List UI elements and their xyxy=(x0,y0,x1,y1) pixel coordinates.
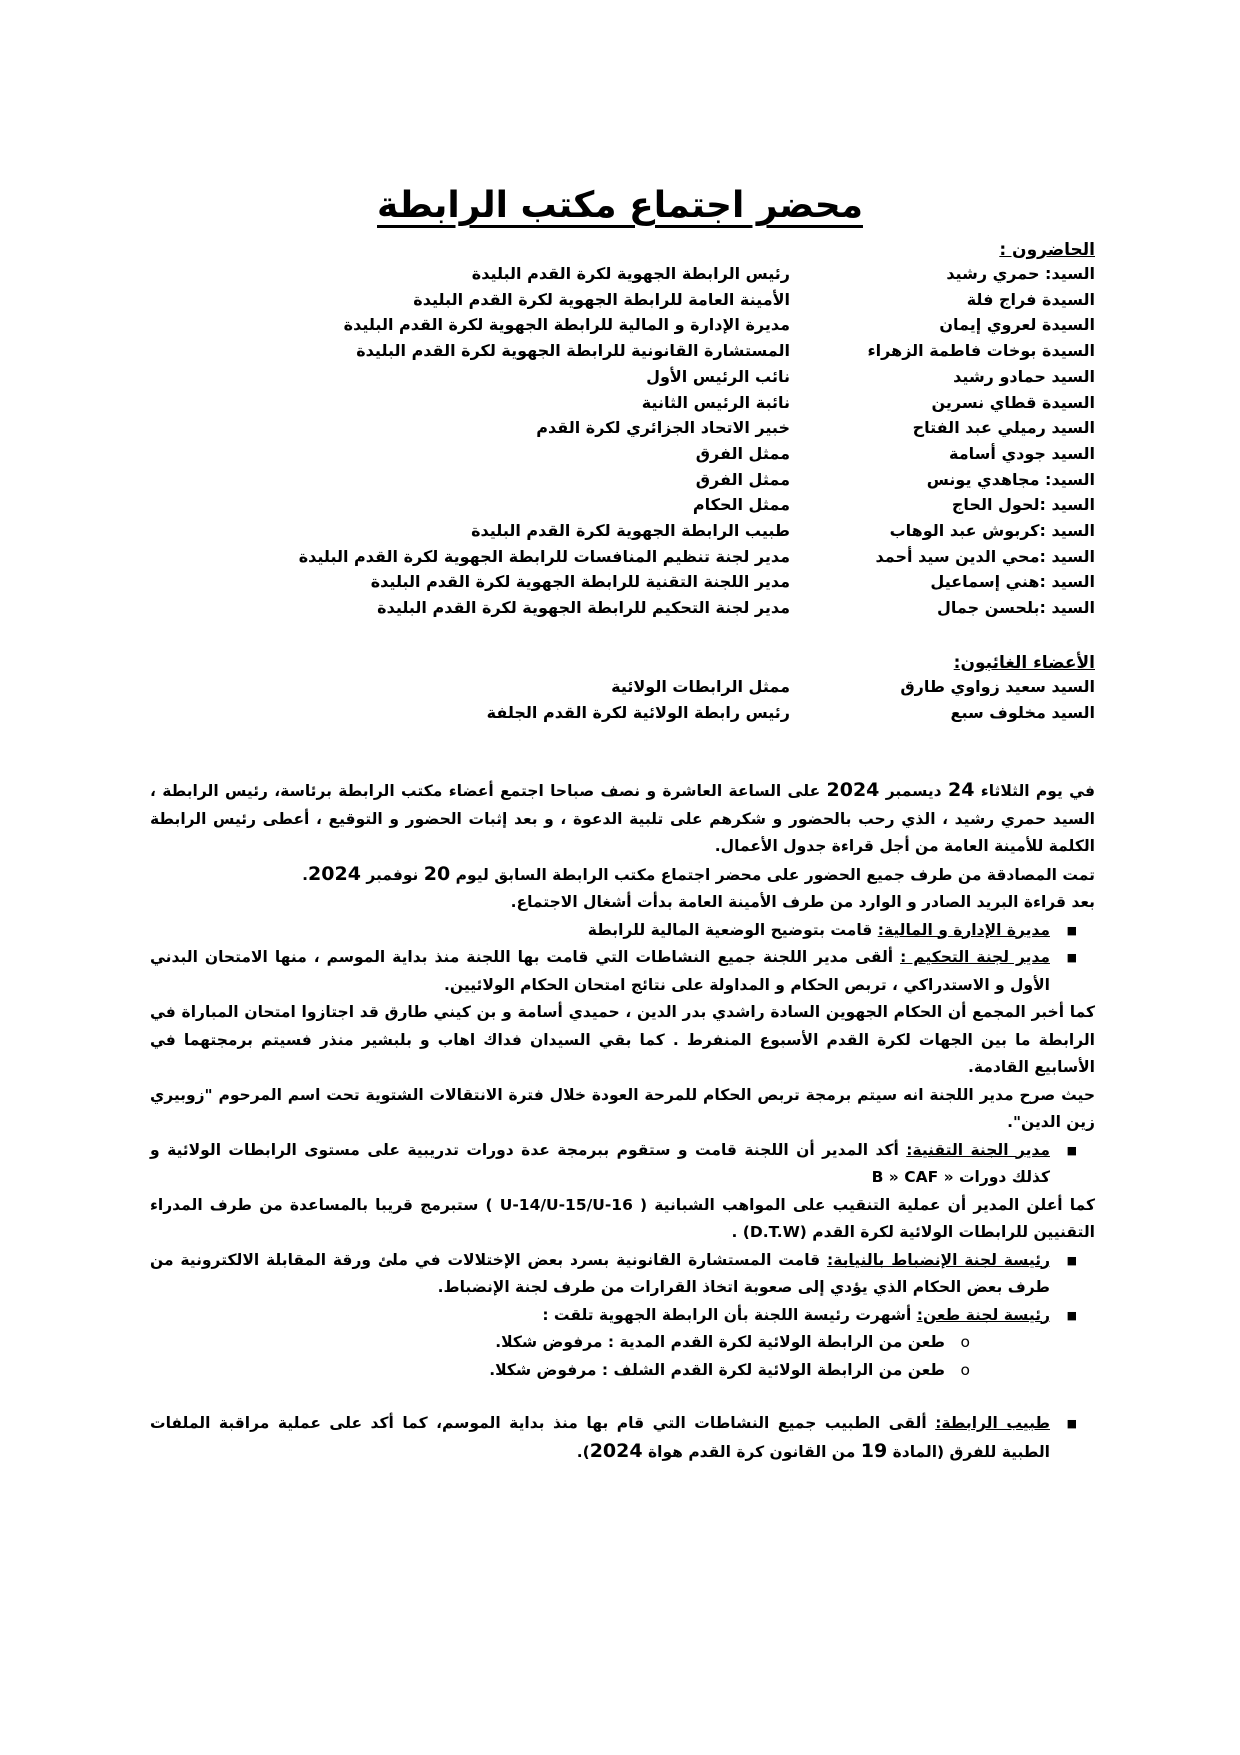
attendee-role: المستشارة القانونية للرابطة الجهوية لكرة القدم البليدة xyxy=(356,341,790,361)
attendee-role: مديرة الإدارة و المالية للرابطة الجهوية لكرة القدم البليدة xyxy=(343,315,790,335)
discipline-item: ■ رئيسة لجنة الإنضباط بالنيابة: قامت المستشارة القانونية بسرد بعض الإختلالات في ملئ ورقة المقابلة الالكترونية من طرف بعض الحكام الذي يؤدي إلى صعوبة اتخاذ القرارات من طرف لجنة الإنضباط. xyxy=(150,1247,1095,1302)
appeal-subitem: o طعن من الرابطة الولائية لكرة القدم الشلف : مرفوض شكلا. xyxy=(150,1357,1095,1385)
attendee-row xyxy=(135,393,1095,421)
attendee-name: السيد :لحول الحاج xyxy=(951,495,1095,515)
attendee-row xyxy=(135,367,1095,395)
attendee-row xyxy=(135,521,1095,549)
bullet-icon: ■ xyxy=(1066,1417,1077,1430)
absentee-role: ممثل الرابطات الولائية xyxy=(611,677,790,696)
attendee-row xyxy=(135,444,1095,472)
attendee-name: السيد :كربوش عبد الوهاب xyxy=(889,521,1095,540)
attendee-name: السيد جودي أسامة xyxy=(949,443,1095,463)
attendee-name: السيد :هني إسماعيل xyxy=(930,572,1095,592)
attendee-role: نائبة الرئيس الثانية xyxy=(641,392,790,412)
approval-paragraph: تمت المصادقة من طرف جميع الحضور على محضر اجتماع مكتب الرابطة السابق ليوم 20 نوفمبر 2024. xyxy=(302,862,1095,885)
bullet-icon: ■ xyxy=(1066,951,1077,964)
bullet-icon: ■ xyxy=(1066,1143,1077,1157)
absentee-name: السيد سعيد زواوي طارق xyxy=(900,677,1095,696)
attendee-name: السيدة قطاي نسرين xyxy=(931,392,1095,412)
page-title: محضر اجتماع مكتب الرابطة xyxy=(377,185,863,226)
attendee-role: مدير اللجنة التقنية للرابطة الجهوية لكرة القدم البليدة xyxy=(370,572,790,592)
referee-news-paragraph: كما أخبر المجمع أن الحكام الجهوين السادة راشدي بدر الدين ، حميدي أسامة و بن كيني طارق قد اجتازوا امتحان المباراة في الرابطة ما بين الجهات لكرة القدم الأسبوع المنفرط . كما بقي السيدان فداك اهاب و بلبشير منذر فسيتم برمجتهما في الأسابيع القادمة. xyxy=(150,1003,1095,1076)
minutes-body xyxy=(150,777,1095,1466)
attendee-role: مدير لجنة تنظيم المنافسات للرابطة الجهوية لكرة القدم البليدة xyxy=(298,546,790,566)
attendee-name: السيد :محي الدين سيد أحمد xyxy=(875,546,1095,566)
bullet-icon: ■ xyxy=(1066,1253,1077,1267)
doctor-item: ■ طبيب الرابطة: ألقى الطبيب جميع النشاطات التي قام بها منذ بداية الموسم، كما أكد على عملية مراقبة الملفات الطبية للفرق (المادة 19 من القانون كرة القدم هواة 2024). xyxy=(150,1410,1095,1466)
attendee-name: السيدة فراج فلة xyxy=(966,289,1095,309)
attendee-role: الأمينة العامة للرابطة الجهوية لكرة القدم البليدة xyxy=(413,289,790,309)
attendee-row xyxy=(135,264,1095,292)
technical-item: ■ مدير الجنة التقنية: أكد المدير أن اللجنة قامت و ستقوم ببرمجة عدة دورات تدريبية على مستوى الرابطات الولائية و كذلك دورات « B » CAF xyxy=(150,1137,1095,1192)
appeal-item: ■ رئيسة لجنة طعن: أشهرت رئيسة اللجنة بأن الرابطة الجهوية تلقت : xyxy=(150,1302,1095,1330)
attendee-row xyxy=(135,572,1095,600)
circle-bullet-icon: o xyxy=(960,1333,970,1351)
attendee-role: نائب الرئيس الأول xyxy=(646,366,790,386)
attendee-name: السيد حمادو رشيد xyxy=(953,366,1095,386)
absentee-name: السيد مخلوف سبع xyxy=(950,702,1095,722)
attendee-row xyxy=(135,290,1095,318)
attendee-name: السيدة لعروي إيمان xyxy=(939,315,1095,335)
attendee-row xyxy=(135,341,1095,369)
attendee-role: ممثل الفرق xyxy=(695,443,790,463)
bullet-icon: ■ xyxy=(1066,923,1077,937)
appeal-subitem: o طعن من الرابطة الولائية لكرة القدم المدية : مرفوض شكلا. xyxy=(150,1329,1095,1357)
present-label: الحاضرون : xyxy=(999,240,1095,260)
attendee-name: السيد :بلحسن جمال xyxy=(937,598,1095,618)
bullet-icon: ■ xyxy=(1066,1308,1077,1322)
absentee-row xyxy=(135,677,1095,705)
referee-item: ■ مدير لجنة التحكيم : ألقى مدير اللجنة جميع النشاطات التي قامت بها اللجنة منذ بداية الموسم ، منها الامتحان البدني الأول و الاستدراكي ، تربص الحكام و المداولة على نتائج امتحان الحكام الولائيين. xyxy=(150,944,1095,999)
absentee-row xyxy=(135,703,1095,731)
intro-paragraph: في يوم الثلاثاء 24 ديسمبر 2024 على الساعة العاشرة و نصف صباحا اجتمع أعضاء مكتب الرابطة برئاسة، رئيس الرابطة ، السيد حمري رشيد ، الذي رحب بالحضور و شكرهم على تلبية الدعوة ، و بعد إثبات الحضور و التوقيع ، أعطى رئيس الرابطة الكلمة للأمينة العامة من أجل قراءة جدول الأعمال. xyxy=(150,779,1095,855)
attendee-row xyxy=(135,418,1095,446)
attendee-role: خبير الاتحاد الجزائري لكرة القدم xyxy=(536,418,790,438)
attendee-row xyxy=(135,547,1095,575)
attendee-role: ممثل الفرق xyxy=(695,469,790,489)
attendee-role: رئيس الرابطة الجهوية لكرة القدم البليدة xyxy=(471,264,790,283)
mail-paragraph: بعد قراءة البريد الصادر و الوارد من طرف الأمينة العامة بدأت أشغال الاجتماع. xyxy=(510,893,1095,911)
absent-label: الأعضاء الغائبون: xyxy=(953,653,1095,673)
attendee-row xyxy=(135,470,1095,498)
attendee-name: السيد: حمري رشيد xyxy=(946,264,1095,283)
finance-item: ■ مديرة الإدارة و المالية: قامت بتوضيح الوضعية المالية للرابطة xyxy=(150,917,1095,945)
attendee-role: مدير لجنة التحكيم للرابطة الجهوية لكرة القدم البليدة xyxy=(377,598,790,618)
attendee-name: السيد: مجاهدي يونس xyxy=(926,469,1095,489)
attendee-row xyxy=(135,315,1095,343)
attendee-name: السيد رميلي عبد الفتاح xyxy=(912,418,1095,438)
referee-camp-paragraph: حيث صرح مدير اللجنة انه سيتم برمجة تربص الحكام للمرحة العودة خلال فترة الانتقالات الشتوية تحت اسم المرحوم "زوبيري زين الدين". xyxy=(150,1085,1095,1131)
circle-bullet-icon: o xyxy=(960,1360,970,1379)
attendee-row xyxy=(135,598,1095,626)
attendee-row xyxy=(135,495,1095,523)
absentee-role: رئيس رابطة الولائية لكرة القدم الجلفة xyxy=(486,702,790,722)
attendee-role: طبيب الرابطة الجهوية لكرة القدم البليدة xyxy=(471,521,790,540)
scouting-paragraph: كما أعلن المدير أن عملية التنقيب على المواهب الشبانية ( U-14/U-15/U-16 ) ستبرمج قريبا بالمساعدة من طرف المدراء التقنيين للرابطات الولائية لكرة القدم (D.T.W) . xyxy=(150,1195,1095,1241)
attendee-role: ممثل الحكام xyxy=(692,495,790,515)
attendee-name: السيدة بوخات فاطمة الزهراء xyxy=(867,341,1095,361)
